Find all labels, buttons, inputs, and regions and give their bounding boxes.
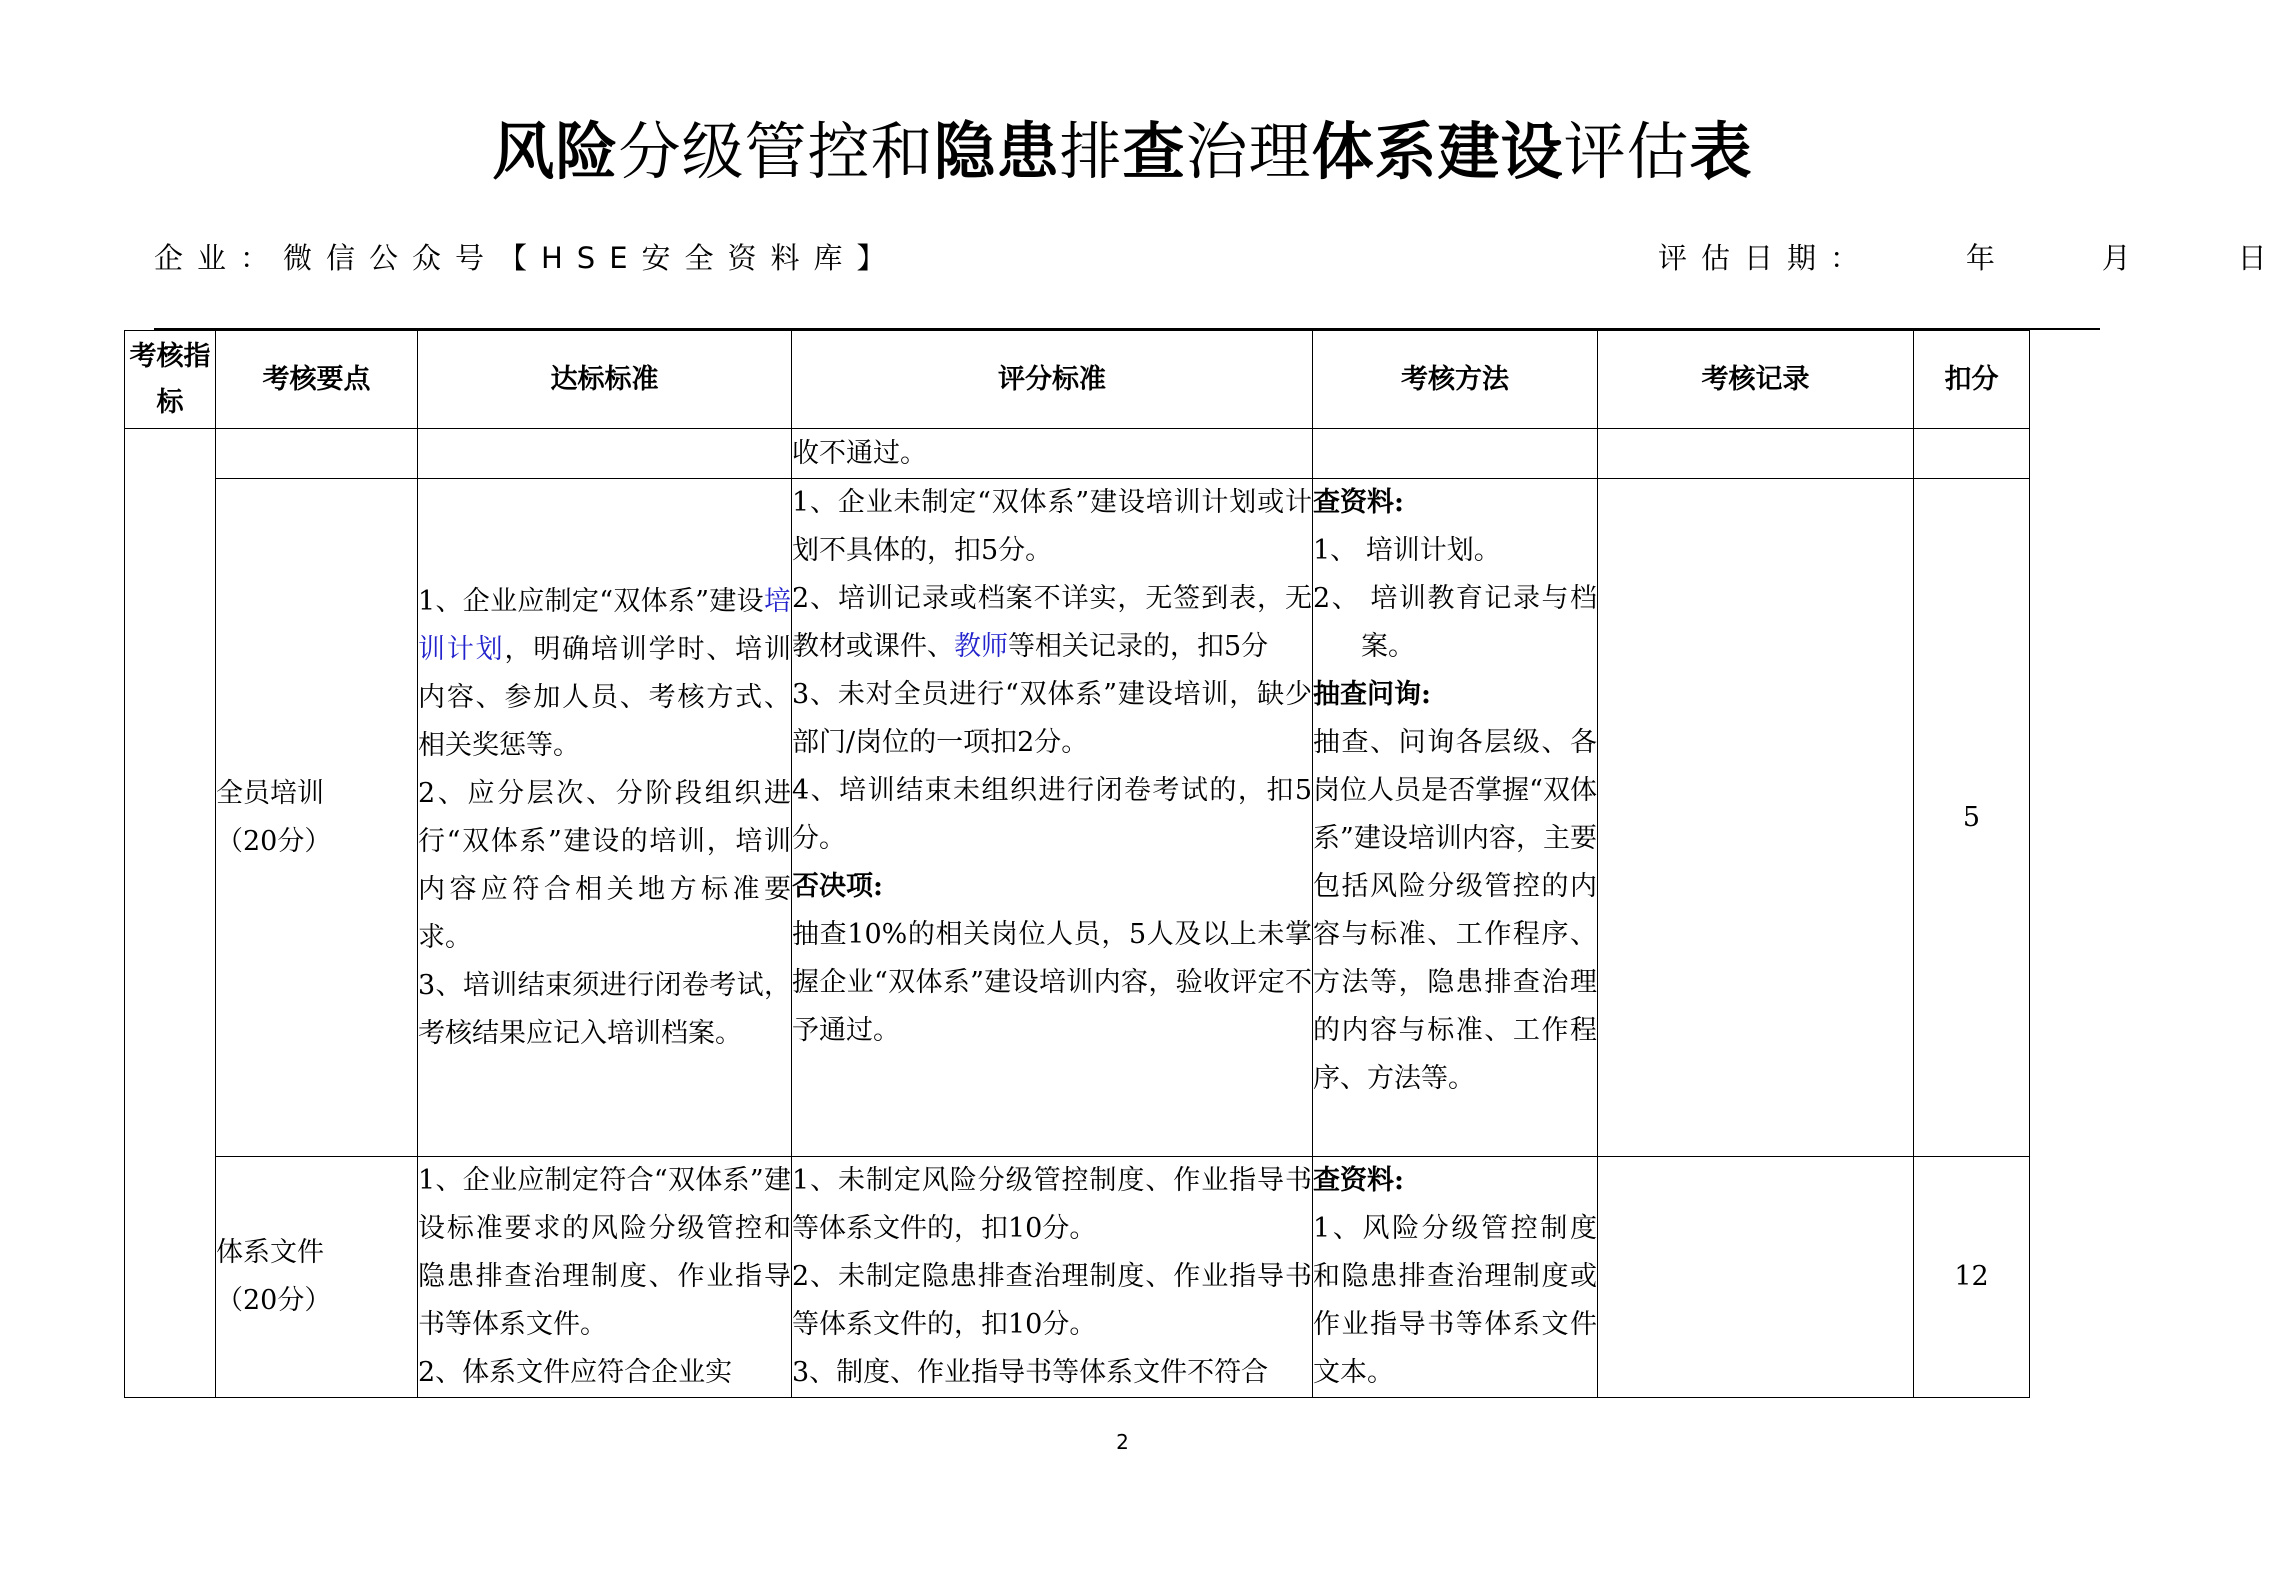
veto-label: 否决项: [792, 871, 883, 902]
standard-cell [418, 429, 792, 479]
date-label: 评估日期： [1658, 241, 1874, 275]
veto-text: 抽查10%的相关岗位人员，5人及以上未掌握企业“双体系”建设培训内容，验收评定不予通过。 [792, 919, 1312, 1046]
table-row-continued [125, 429, 2030, 479]
col-header-standard: 达标标准 [418, 331, 792, 429]
point-cell [216, 479, 418, 1157]
title-part: 治理 [1185, 115, 1312, 188]
indicator-cell [125, 429, 216, 1398]
col-header-point: 考核要点 [216, 331, 418, 429]
record-cell [1598, 479, 1914, 1157]
title-part: 查 [1122, 115, 1186, 188]
evaluation-table [124, 330, 2030, 1398]
record-cell [1598, 1157, 1914, 1398]
deduct-cell [1914, 429, 2030, 479]
company-label: 企业：微信公众号【HSE安全资料库】 [154, 241, 900, 275]
record-cell [1598, 429, 1914, 479]
inquiry-text: 抽查、问询各层级、各岗位人员是否掌握“双体系”建设培训内容，主要包括风险分级管控的内容与标准、工作程序、方法等，隐患排查治理的内容与标准、工作程序、方法等。 [1313, 727, 1597, 1094]
point-name: 全员培训 [216, 777, 324, 809]
date-year: 年 [1965, 241, 2009, 275]
doc-item: 2、 培训教育记录与档案。 [1313, 583, 1597, 662]
check-docs-label: 查资料: [1313, 1165, 1404, 1196]
title-part: 体系建设 [1311, 115, 1564, 188]
date-month: 月 [2101, 241, 2145, 275]
deduct-cell: 5 [1914, 479, 2030, 1157]
standard-item: 2、应分层次、分阶段组织进行“双体系”建设的培训，培训内容应符合相关地方标准要求。 [418, 777, 791, 953]
point-name: 体系文件 [216, 1237, 324, 1268]
col-header-method: 考核方法 [1313, 331, 1598, 429]
title-part: 评估 [1563, 115, 1690, 188]
check-docs-label: 查资料: [1313, 487, 1404, 518]
table-header-row [125, 331, 2030, 429]
scoring-cell [792, 1157, 1313, 1398]
highlight-link[interactable]: 教师 [954, 631, 1008, 662]
method-cell [1313, 1157, 1598, 1398]
col-header-scoring: 评分标准 [792, 331, 1313, 429]
title-part: 排 [1059, 115, 1123, 188]
highlight-link[interactable]: 培训计划 [418, 585, 791, 665]
point-cell [216, 1157, 418, 1398]
scoring-item: 1、企业未制定“双体系”建设培训计划或计划不具体的，扣5分。 [792, 487, 1312, 566]
method-cell [1313, 429, 1598, 479]
scoring-item: 1、未制定风险分级管控制度、作业指导书等体系文件的，扣10分。 [792, 1165, 1312, 1244]
col-header-indicator: 考核指标 [125, 331, 216, 429]
col-header-deduct: 扣分 [1914, 331, 2030, 429]
scoring-item: 2、未制定隐患排查治理制度、作业指导书等体系文件的，扣10分。 [792, 1261, 1312, 1340]
page-title [0, 112, 2245, 192]
evaluation-date [1658, 236, 2281, 277]
inquiry-label: 抽查问询: [1313, 679, 1431, 710]
standard-item: 3、培训结束须进行闭卷考试，考核结果应记入培训档案。 [418, 969, 791, 1049]
col-header-record: 考核记录 [1598, 331, 1914, 429]
title-part: 表 [1689, 115, 1753, 188]
doc-item: 1、风险分级管控制度和隐患排查治理制度或作业指导书等体系文件文本。 [1313, 1213, 1597, 1388]
title-part: 分级管控和 [618, 115, 934, 188]
point-cell [216, 429, 418, 479]
point-value: （20分） [216, 825, 332, 857]
standard-cell [418, 1157, 792, 1398]
method-cell [1313, 479, 1598, 1157]
scoring-item: 3、制度、作业指导书等体系文件不符合 [792, 1357, 1269, 1388]
standard-item: 2、体系文件应符合企业实 [418, 1357, 733, 1388]
doc-item: 1、 培训计划。 [1313, 535, 1501, 566]
scoring-cell [792, 479, 1313, 1157]
title-part: 风险 [492, 115, 619, 188]
deduct-cell: 12 [1914, 1157, 2030, 1398]
date-day: 日 [2237, 241, 2281, 275]
table-row [125, 479, 2030, 1157]
scoring-cell: 收不通过。 [792, 429, 1313, 479]
scoring-item: 3、未对全员进行“双体系”建设培训，缺少部门/岗位的一项扣2分。 [792, 679, 1312, 758]
point-value: （20分） [216, 1285, 332, 1316]
standard-cell [418, 479, 792, 1157]
standard-item: 1、企业应制定“双体系”建设培训计划，明确培训学时、培训内容、参加人员、考核方式、相关奖惩等。 [418, 585, 791, 761]
scoring-item: 2、培训记录或档案不详实，无签到表，无教材或课件、教师等相关记录的，扣5分 [792, 583, 1312, 662]
table-row [125, 1157, 2030, 1398]
standard-item: 1、企业应制定符合“双体系”建设标准要求的风险分级管控和隐患排查治理制度、作业指导书等体系文件。 [418, 1165, 791, 1340]
page-number: 2 [1116, 1430, 1129, 1454]
title-part: 隐患 [933, 115, 1060, 188]
scoring-item: 4、培训结束未组织进行闭卷考试的，扣5分。 [792, 775, 1312, 854]
